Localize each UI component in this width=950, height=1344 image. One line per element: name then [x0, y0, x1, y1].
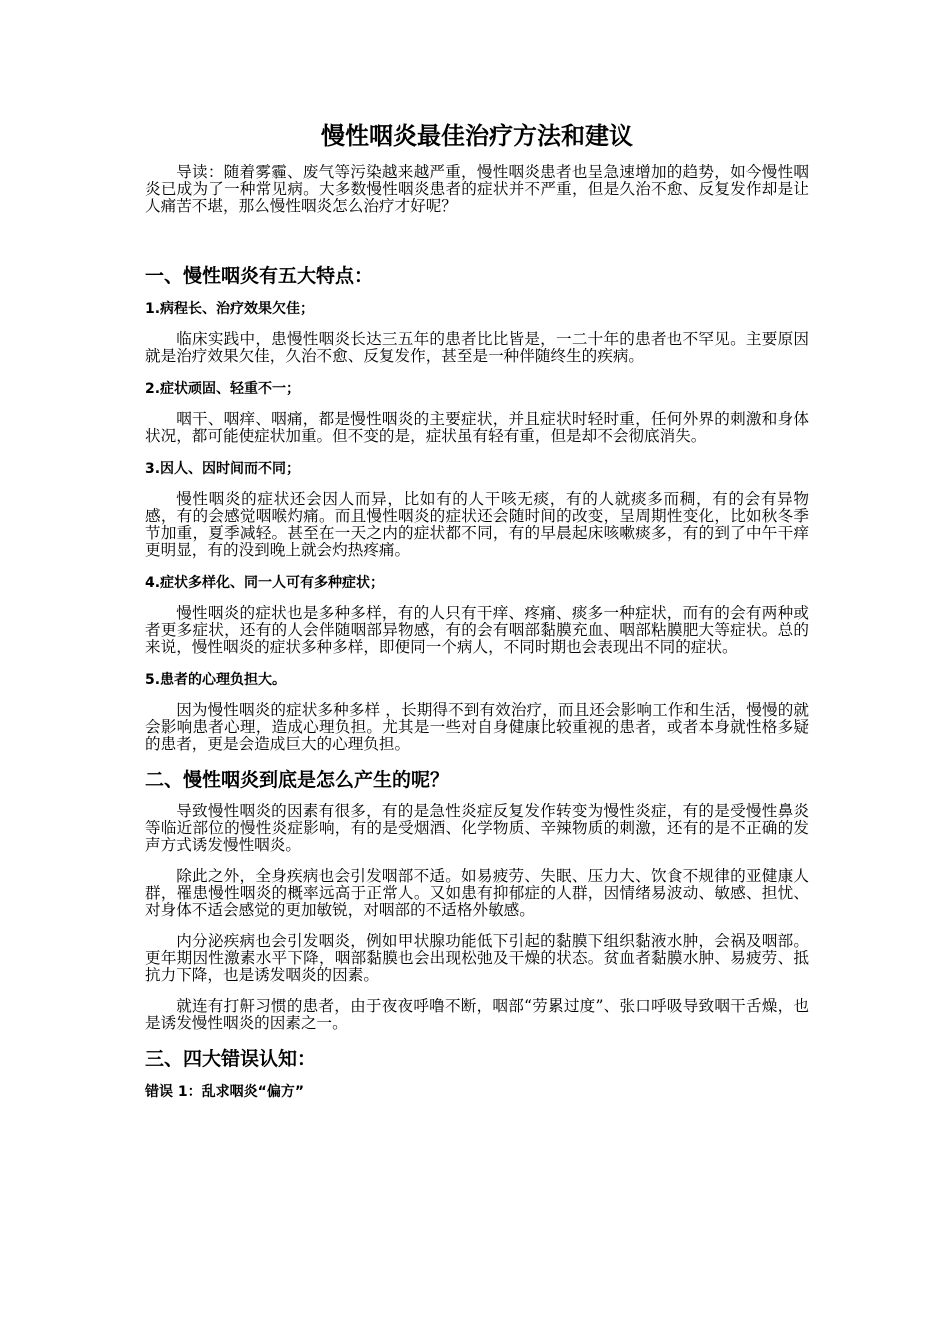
feature-heading-2: 2.症状顽固、轻重不一；	[145, 381, 301, 397]
document-body	[145, 118, 809, 1102]
feature-paragraph-3: 慢性咽炎的症状还会因人而异，比如有的人干咳无痰，有的人就痰多而稠，有的会有异物感，有的会感觉咽喉灼痛。而且慢性咽炎的症状还会随时间的改变，呈周期性变化，比如秋冬季节加重，夏季减轻。甚至在一天之内的症状都不同，有的早晨起床咳嗽痰多，有的到了中午干痒更明显，有的没到晚上就会灼热疼痛。	[145, 490, 809, 559]
cause-paragraph-4: 就连有打鼾习惯的患者，由于夜夜呼噜不断，咽部“劳累过度”、张口呼吸导致咽干舌燥，也是诱发慢性咽炎的因素之一。	[145, 997, 809, 1032]
section-heading-3: 三、四大错误认知：	[145, 1048, 317, 1070]
section-heading-2: 二、慢性咽炎到底是怎么产生的呢？	[145, 769, 450, 791]
section-heading-1: 一、慢性咽炎有五大特点：	[145, 265, 374, 287]
cause-paragraph-3: 内分泌疾病也会引发咽炎，例如甲状腺功能低下引起的黏膜下组织黏液水肿，会祸及咽部。更年期因性激素水平下降，咽部黏膜也会出现松弛及干燥的状态。贫血者黏膜水肿、易疲劳、抵抗力下降，也是诱发咽炎的因素。	[145, 932, 809, 984]
intro-paragraph: 导读：随着雾霾、废气等污染越来越严重，慢性咽炎患者也呈急速增加的趋势，如今慢性咽炎已成为了一种常见病。大多数慢性咽炎患者的症状并不严重，但是久治不愈、反复发作却是让人痛苦不堪，那么慢性咽炎怎么治疗才好呢？	[145, 163, 809, 215]
feature-heading-4: 4.症状多样化、同一人可有多种症状；	[145, 575, 385, 591]
feature-paragraph-2: 咽干、咽痒、咽痛，都是慢性咽炎的主要症状，并且症状时轻时重，任何外界的刺激和身体状况，都可能使症状加重。但不变的是，症状虽有轻有重，但是却不会彻底消失。	[145, 410, 809, 445]
cause-paragraph-2: 除此之外，全身疾病也会引发咽部不适。如易疲劳、失眠、压力大、饮食不规律的亚健康人群，罹患慢性咽炎的概率远高于正常人。又如患有抑郁症的人群，因情绪易波动、敏感、担忧、对身体不适会感觉的更加敏锐，对咽部的不适格外敏感。	[145, 867, 809, 919]
feature-heading-5: 5.患者的心理负担大。	[145, 672, 287, 688]
feature-paragraph-4: 慢性咽炎的症状也是多种多样，有的人只有干痒、疼痛、痰多一种症状，而有的会有两种或者更多症状，还有的人会伴随咽部异物感，有的会有咽部黏膜充血、咽部粘膜肥大等症状。总的来说，慢性咽炎的症状多种多样，即便同一个病人，不同时期也会表现出不同的症状。	[145, 604, 809, 656]
document-title: 慢性咽炎最佳治疗方法和建议	[321, 122, 633, 150]
feature-paragraph-1: 临床实践中，患慢性咽炎长达三五年的患者比比皆是，一二十年的患者也不罕见。主要原因就是治疗效果欠佳，久治不愈、反复发作，甚至是一种伴随终生的疾病。	[145, 330, 809, 365]
feature-heading-3: 3.因人、因时间而不同；	[145, 461, 301, 477]
error-heading-1: 错误 1：乱求咽炎“偏方”	[145, 1084, 305, 1100]
feature-paragraph-5: 因为慢性咽炎的症状多种多样 ，长期得不到有效治疗，而且还会影响工作和生活，慢慢的就会影响患者心理，造成心理负担。尤其是一些对自身健康比较重视的患者，或者本身就性格多疑的患者，更是会造成巨大的心理负担。	[145, 701, 809, 753]
feature-heading-1: 1.病程长、治疗效果欠佳；	[145, 301, 315, 317]
cause-paragraph-1: 导致慢性咽炎的因素有很多，有的是急性炎症反复发作转变为慢性炎症，有的是受慢性鼻炎等临近部位的慢性炎症影响，有的是受烟酒、化学物质、辛辣物质的刺激，还有的是不正确的发声方式诱发慢性咽炎。	[145, 802, 809, 854]
